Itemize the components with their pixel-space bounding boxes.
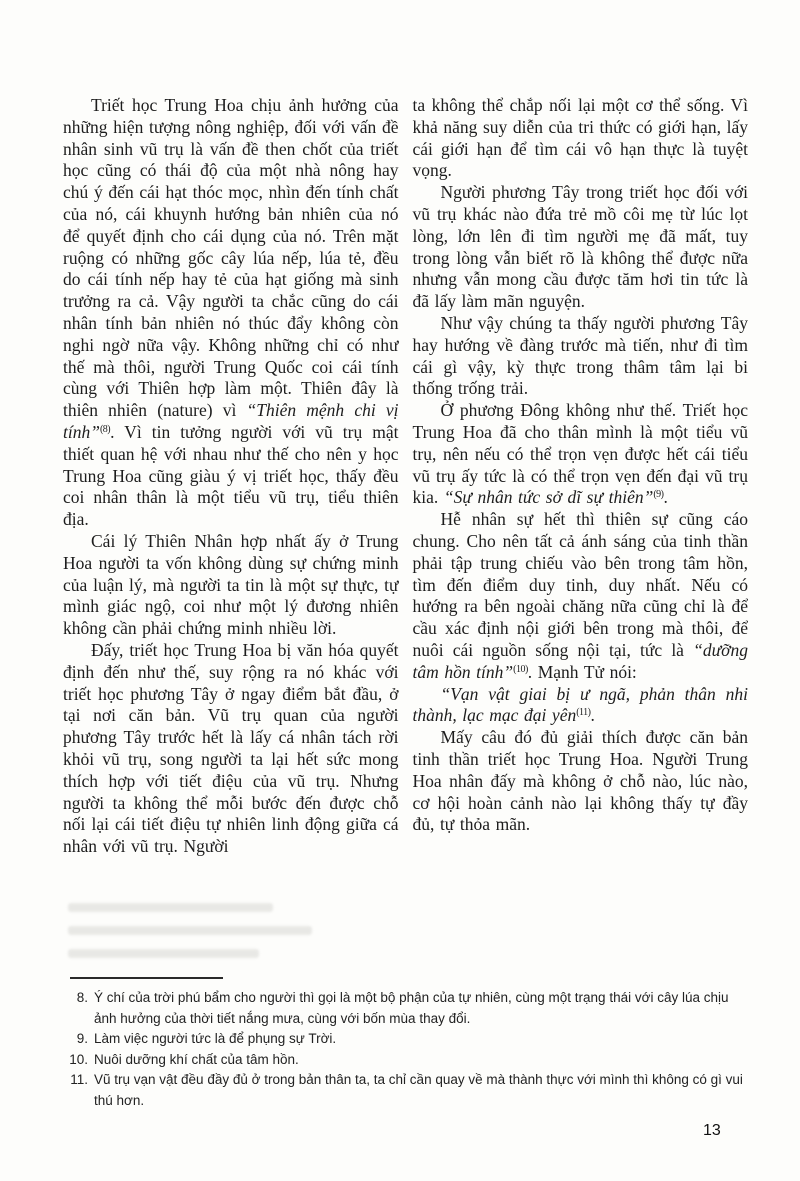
text-run: . xyxy=(590,705,595,726)
text-run: . xyxy=(663,487,668,508)
text-run: Ở phương Đông không như thế. Triết học Trung Hoa đã cho thân mình là một tiểu vũ trụ, nên nếu có thể trọn vẹn được hết cái tiểu vũ trụ ấy tức là có thể trọn vẹn đến đại vũ trụ kia. xyxy=(412,400,748,508)
text-run: Như vậy chúng ta thấy người phương Tây hay hướng về đàng trước mà tiến, như đi tìm cái gì vậy, kỳ thực trong thâm tâm lại bi thống trống trải. xyxy=(412,312,748,399)
paragraph xyxy=(413,727,749,836)
paragraph xyxy=(413,182,749,313)
text-run: . Mạnh Tử nói: xyxy=(527,661,637,682)
text-run: Hễ nhân sự hết thì thiên sự cũng cáo chung. Cho nên tất cả ánh sáng của tinh thần phải tập trung chiếu vào bên trong tâm hồn, tìm đến điểm duy tinh, duy nhất. Nếu có hướng ra bên ngoài chăng nữa cũng chỉ là để cầu xác định nội giới bên trong mà thôi, để nuôi cái nguồn sống nội tại, tức là xyxy=(412,509,748,660)
paragraph xyxy=(413,400,749,509)
footnote-text: Ý chí của trời phú bẩm cho người thì gọi là một bộ phận của tự nhiên, cùng một trạng thái với cây lúa chịu ảnh hưởng của thời tiết nắng mưa, cùng với bốn mùa thay đổi. xyxy=(94,990,729,1026)
paragraph xyxy=(63,95,399,531)
footnote-number: 9. xyxy=(76,1031,88,1046)
left-column xyxy=(63,95,399,858)
footnote-number: 8. xyxy=(76,990,88,1005)
text-run: “dưỡng tâm hồn tính” xyxy=(412,639,748,682)
text-run: Người phương Tây trong triết học đối với vũ trụ khác nào đứa trẻ mồ côi mẹ từ lúc lọt lòng, lớn lên đi tìm người mẹ đã mất, tuy trong lòng vẫn biết rõ là không thể được nữa nhưng vẫn mong cầu được tăm hơi tin tức là đã lấy làm mãn nguyện. xyxy=(412,182,748,312)
right-column xyxy=(413,95,749,858)
body-text xyxy=(63,95,748,858)
paragraph xyxy=(63,640,399,858)
footnote-ref: (8) xyxy=(99,423,111,435)
text-run: . Vì tin tưởng người với vũ trụ mật thiết quan hệ với nhau như thế cho nên y học Trung Hoa cũng giàu ý vị triết học, thấy đều coi nhân thân là một tiểu vũ trụ, tiểu thiên địa. xyxy=(63,421,399,530)
footnote-text: Làm việc người tức là để phụng sự Trời. xyxy=(94,1031,337,1046)
footnote-item xyxy=(56,1029,750,1050)
page-number: 13 xyxy=(703,1122,721,1139)
bleedthrough-line xyxy=(68,949,259,958)
text-run: “Vạn vật giai bị ư ngã, phản thân nhi thành, lạc mạc đại yên xyxy=(412,683,748,726)
bleedthrough-artifact xyxy=(68,903,398,972)
footnote-text: Vũ trụ vạn vật đều đầy đủ ở trong bản thân ta, ta chỉ cần quay về mà thành thực với mình thì không có gì vui thú hơn. xyxy=(94,1072,743,1108)
paragraph xyxy=(63,531,399,640)
paragraph xyxy=(413,313,749,400)
paragraph xyxy=(413,95,749,182)
footnotes xyxy=(56,988,750,1111)
footnote-text: Nuôi dưỡng khí chất của tâm hồn. xyxy=(94,1051,299,1067)
footnote-item xyxy=(56,1050,750,1071)
text-run: Mấy câu đó đủ giải thích được căn bản tinh thần triết học Trung Hoa. Người Trung Hoa nhân đấy mà không ở chỗ nào, lúc nào, cơ hội hoàn cảnh nào lại không thấy tự đầy đủ, tự thỏa mãn. xyxy=(412,727,748,835)
footnote-number: 11. xyxy=(70,1072,88,1087)
text-run: Triết học Trung Hoa chịu ảnh hưởng của những hiện tượng nông nghiệp, đối với vấn đề nhân sinh vũ trụ là vấn đề then chốt của triết học cũng có thái độ của một nhà nông hay chú ý đến cái hạt thóc mọc, nhìn đến tính chất của nó, cái khuynh hướng bản nhiên của nó để quyết định cho cái dụng của nó. Trên mặt ruộng có những gốc cây lúa nếp, lúa tẻ, đều do cái tính nếp hay tẻ của hạt giống mà sinh trưởng ra cả. Vậy người ta chắc cũng do cái nhân tính bản nhiên nó thúc đẩy không còn nghi ngờ nữa vậy. Không những chỉ có như thế mà thôi, người Trung Quốc coi cái tính cùng với Thiên hợp làm một. Thiên đây là thiên nhiên (nature) vì xyxy=(63,95,399,421)
bleedthrough-line xyxy=(68,903,273,912)
footnote-separator xyxy=(70,977,223,979)
footnote-ref: (9) xyxy=(653,489,664,501)
footnote-number: 10. xyxy=(69,1051,88,1067)
footnote-ref: (10) xyxy=(513,663,528,675)
paragraph xyxy=(413,509,749,683)
text-run: “Sự nhân tức sở dĩ sự thiên” xyxy=(443,487,654,508)
text-run: “Thiên mệnh chi vị tính” xyxy=(63,400,399,442)
text-run: Đấy, triết học Trung Hoa bị văn hóa quyết định đến như thế, suy rộng ra nó khác với triết học phương Tây ở ngay điểm bắt đầu, ở tại nơi căn bản. Vũ trụ quan của người phương Tây trước hết là lấy cá nhân tách rời khỏi vũ trụ, song người ta lại hết sức mong thích hợp với tiết điệu của vũ trụ. Nhưng người ta không thể mỗi bước đến được chỗ nối lại cái tiết điệu tự nhiên linh động giữa cá nhân với vũ trụ. Người xyxy=(63,639,399,857)
text-run: Cái lý Thiên Nhân hợp nhất ấy ở Trung Hoa người ta vốn không dùng sự chứng minh của luận lý, mà người ta tin là một sự thực, tự mình giác ngộ, coi như một lý đương nhiên không cần phải chứng minh nhiều lời. xyxy=(63,530,399,639)
bleedthrough-line xyxy=(68,926,312,935)
footnote-item xyxy=(56,1070,750,1111)
paragraph xyxy=(413,684,749,728)
footnote-ref: (11) xyxy=(576,707,591,719)
text-run: ta không thể chắp nối lại một cơ thể sống. Vì khả năng suy diễn của tri thức có giới hạn, lấy cái giới hạn để tìm cái vô hạn thực là tuyệt vọng. xyxy=(412,95,748,181)
footnote-item xyxy=(56,988,750,1029)
